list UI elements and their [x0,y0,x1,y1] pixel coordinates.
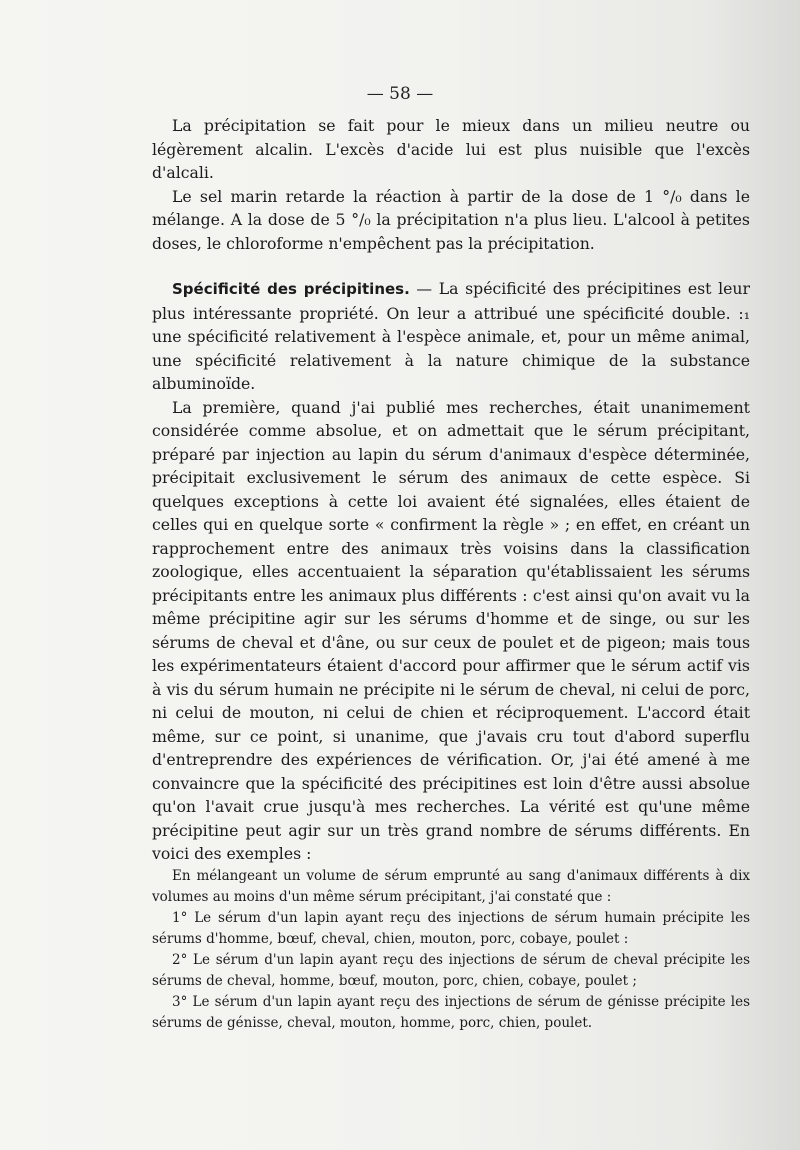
page-number: — 58 — [366,84,434,104]
paragraph-salt-alcohol: Le sel marin retarde la réaction à partir de la dose de 1 °/₀ dans le mélange. A la dose de 5 °/₀ la précipitation n'a plus lieu. L'alcool à petites doses, le chloroforme n'empêchent pas la précipitation. [152,186,750,253]
section-title: Spécificité des précipitines. [172,280,410,298]
main-text [152,114,750,866]
examples-text [152,866,750,1034]
paragraph-first-specificity: La première, quand j'ai publié mes recherches, était unanimement considérée comme absolue, et on admettait que le sérum précipitant, préparé par injection au lapin du sérum d'animaux d'espèce déterminée, précipitait exclusivement le sérum des animaux de cette espèce. Si quelques exceptions à cette loi avaient été signalées, elles étaient de celles qui en quelque sorte « confirment la règle » ; en effet, en créant un rapprochement entre des animaux très voisins dans la classification zoologique, elles accentuaient la séparation qu'établissaient les sérums précipitants entre les animaux plus différents : c'est ainsi qu'on avait vu la même précipitine agir sur les sérums d'homme et de singe, ou sur les sérums de cheval et d'âne, ou sur ceux de poulet et de pigeon; mais tous les expérimentateurs étaient d'accord pour affirmer que le sérum actif vis à vis du sérum humain ne précipite ni le sérum de cheval, ni celui de porc, ni celui de mouton, ni celui de chien et réciproquement. L'accord était même, sur ce point, si unanime, que j'avais cru tout d'abord superflu d'entreprendre des expériences de vérification. Or, j'ai été amené à me convaincre que la spécificité des précipitines est loin d'être aussi absolue qu'on l'avait crue jusqu'à mes recherches. La vérité est qu'une même précipitine peut agir sur un très grand nombre de sérums différents. En voici des exemples : [152,397,750,863]
example-item-3: 3° Le sérum d'un lapin ayant reçu des injections de sérum de génisse précipite les sérums de génisse, cheval, mouton, homme, porc, chien, poulet. [152,994,750,1031]
specificity-text: — La spécificité des précipitines est leur plus intéressante propriété. On leur a attribué une spécificité double. :₁ une spécificité relativement à l'espèce animale, et, pour un même animal, une spécificité relativement à la nature chimique de la substance albuminoïde. [152,279,750,393]
paragraph-precipitation-conditions: La précipitation se fait pour le mieux dans un milieu neutre ou légèrement alcalin. L'excès d'acide lui est plus nuisible que l'excès d'alcali. [152,116,750,182]
examples-intro: En mélangeant un volume de sérum emprunté au sang d'animaux différents à dix volumes au moins d'un même sérum précipitant, j'ai constaté que : [152,868,750,905]
paragraph-specificity [152,277,750,396]
example-item-1: 1° Le sérum d'un lapin ayant reçu des injections de sérum humain précipite les sérums d'homme, bœuf, cheval, chien, mouton, porc, cobaye, poulet : [152,910,750,947]
example-item-2: 2° Le sérum d'un lapin ayant reçu des injections de sérum de cheval précipite les sérums de cheval, homme, bœuf, mouton, porc, chien, cobaye, poulet ; [152,952,750,989]
